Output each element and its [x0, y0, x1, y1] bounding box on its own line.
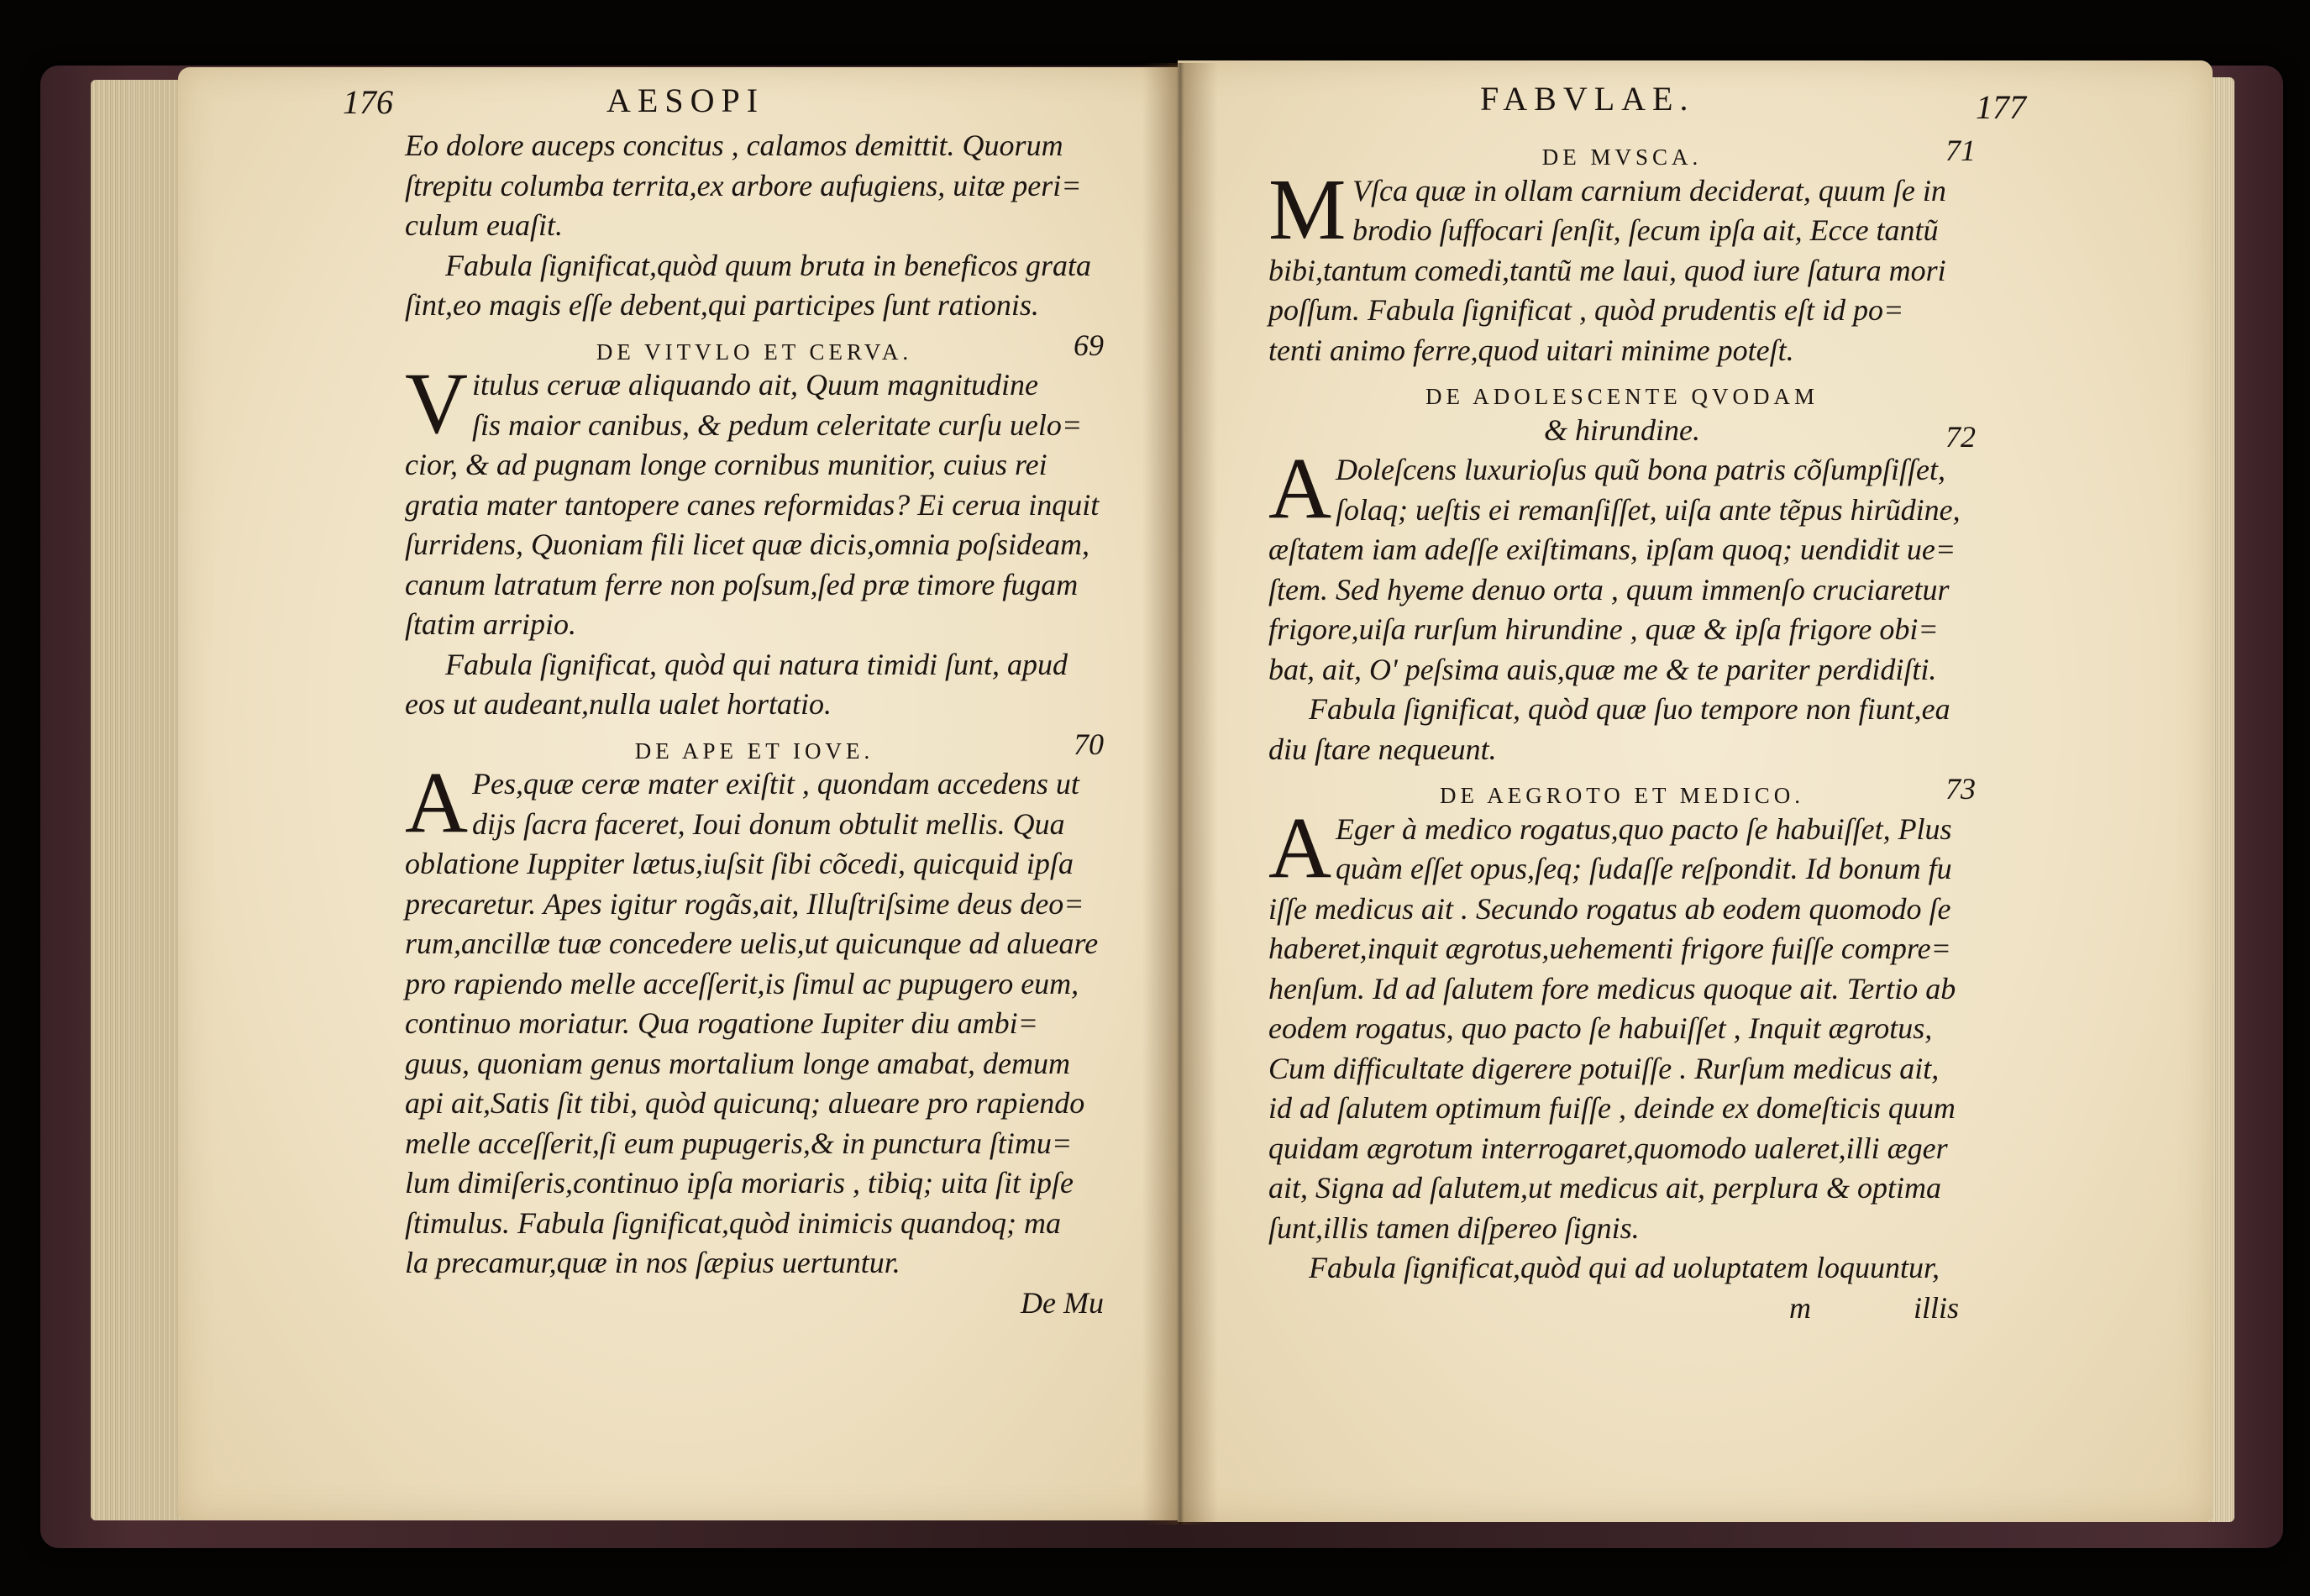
text-line: ſtatim arripio. [405, 607, 577, 641]
moral-line: Fabula ſignificat, quòd qui natura timidi ſunt, apud [445, 647, 1068, 681]
text-line: eodem rogatus, quo pacto ſe habuiſſet , Inquit ægrotus, [1268, 1011, 1933, 1045]
left-page-text [405, 126, 1104, 1323]
text-line: continuo moriatur. Qua rogatione Iupiter diu ambi= [405, 1006, 1038, 1040]
fable-title: DE AEGROTO ET MEDICO. [1440, 783, 1804, 808]
fable-number: 72 [1945, 419, 1976, 454]
text-line: poſſum. Fabula ſignificat , quòd prudentis eſt id po= [1268, 293, 1904, 327]
text-line: ſolaq; ueſtis ei remanſiſſet, uiſa ante tẽpus hirũdine, [1336, 492, 1961, 527]
text-line: oblatione Iuppiter lætus,iuſsit ſibi cõcedi, quicquid ipſa [405, 847, 1074, 880]
text-line: lum dimiſeris,continuo ipſa moriaris , tibiq; uita ſit ipſe [405, 1166, 1074, 1200]
fable-subtitle: & hirundine. [1544, 412, 1700, 447]
fable-title: DE VITVLO ET CERVA. [596, 339, 913, 365]
text-line: ſtimulus. Fabula ſignificat,quòd inimicis quandoq; ma [405, 1205, 1061, 1240]
text-line: la precamur,quæ in nos ſæpius uertuntur. [405, 1246, 900, 1279]
fable-body [405, 355, 1104, 725]
text-line: canum latratum ferre non poſsum,ſed præ timore fugam [405, 567, 1079, 601]
text-line: ſtem. Sed hyeme denuo orta , quum immenſo cruciaretur [1268, 572, 1950, 606]
text-line: quidam ægrotum interrogaret,quomodo ualeret,illi æger [1268, 1131, 1948, 1165]
drop-cap: A [1268, 440, 1332, 537]
text-line: Eger à medico rogatus,quo pacto ſe habuiſſet, Plus [1336, 811, 1952, 846]
text-line: frigore,uiſa rurſum hirundine , quæ & ipſa frigore obi= [1268, 612, 1939, 646]
catchword: De Mu [1021, 1285, 1104, 1320]
moral-line: Fabula ſignificat, quòd quæ ſuo tempore non fiunt,ea [1309, 692, 1950, 726]
moral-line: ſint,eo magis eſſe debent,qui participes ſunt rationis. [405, 288, 1039, 322]
text-line: bat, ait, O' peſsima auis,quæ me & te pariter perdidiſti. [1268, 652, 1937, 686]
text-line: melle acceſſerit,ſi eum pupugeris,& in punctura ſtimu= [405, 1126, 1073, 1160]
text-line: id ad ſalutem optimum fuiſſe , deinde ex domeſticis quum [1268, 1091, 1956, 1125]
fable-title: DE MVSCA. [1541, 144, 1703, 170]
page-footer [1268, 1289, 1976, 1329]
text-line: itulus ceruæ aliquando ait, Quum magnitudine [472, 368, 1038, 402]
drop-cap: A [1268, 799, 1332, 896]
fable-subtitle-row [1268, 411, 1976, 454]
page-edges-left [91, 80, 192, 1520]
fable-title: DE APE ET IOVE. [634, 738, 874, 764]
text-line: brodio ſuffocari ſenſit, ſecum ipſa ait, Ecce tantũ [1352, 213, 1939, 247]
signature-mark: m [1789, 1290, 1811, 1325]
text-line: ſtrepitu columba territa,ex arbore aufugiens, uitæ peri= [405, 168, 1082, 202]
right-page-text [1268, 134, 1976, 1328]
text-line: haberet,inquit ægrotus,uehementi frigore fuiſſe compre= [1268, 932, 1951, 965]
fable-title: DE ADOLESCENTE QVODAM [1425, 384, 1819, 409]
text-line: api ait,Satis ſit tibi, quòd quicunq; alueare pro rapiendo [405, 1086, 1085, 1120]
text-line: ſurridens, Quoniam fili licet quæ dicis,omnia poſsideam, [405, 528, 1089, 561]
text-line: cior, & ad pugnam longe cornibus munitior, cuius rei [405, 448, 1047, 481]
moral-line: Fabula ſignificat,quòd quum bruta in beneficos grata [445, 248, 1091, 282]
fable-heading [1268, 370, 1976, 411]
moral-line: Fabula ſignificat,quòd qui ad uoluptatem loquuntur, [1309, 1251, 1940, 1284]
text-line: gratia mater tantopere canes reformidas? Ei cerua inquit [405, 487, 1100, 522]
text-line: quàm eſſet opus,ſeq; ſudaſſe reſpondit. Id bonum fu [1336, 852, 1952, 885]
text-line: ait, Signa ad ſalutem,ut medicus ait, perplura & optima [1268, 1171, 1941, 1205]
fable-heading [405, 725, 1104, 765]
fable-number: 69 [1074, 328, 1104, 362]
fable-number: 73 [1945, 772, 1976, 806]
gutter-shadow [1142, 63, 1218, 1525]
fable-body [405, 754, 1104, 1284]
text-line: Pes,quæ ceræ mater exiſtit , quondam accedens ut [472, 767, 1079, 801]
drop-cap: M [1268, 160, 1347, 258]
text-line: pro rapiendo melle acceſſerit,is ſimul ac pupugero eum, [405, 966, 1079, 1000]
moral-line: eos ut audeant,nulla ualet hortatio. [405, 687, 832, 721]
text-line: precaretur. Apes igitur rogãs,ait, Illuſtriſsime deus deo= [405, 886, 1084, 921]
text-line: ſunt,illis tamen diſpereo ſignis. [1268, 1210, 1640, 1245]
left-page-number: 176 [343, 83, 393, 121]
text-line: Vſca quæ in ollam carnium deciderat, quum ſe in [1352, 173, 1946, 207]
fable-heading [1268, 769, 1976, 810]
text-line: iſſe medicus ait . Secundo rogatus ab eodem quomodo ſe [1268, 891, 1951, 926]
right-running-head: FABVLAE. [1480, 80, 1695, 118]
text-line: Eo dolore auceps concitus , calamos demittit. Quorum [405, 129, 1063, 162]
text-line: culum euaſit. [405, 208, 563, 242]
fable-body [1268, 160, 1976, 371]
text-line: tenti animo ferre,quod uitari minime poteſt. [1268, 333, 1794, 367]
fable-body [1268, 799, 1976, 1289]
text-line: ſis maior canibus, & pedum celeritate curſu uelo= [472, 407, 1083, 442]
catchword: illis [1913, 1290, 1959, 1325]
fable-number: 71 [1945, 134, 1976, 167]
text-line: henſum. Id ad ſalutem fore medicus quoque ait. Tertio ab [1268, 971, 1956, 1005]
moral-line: diu ſtare nequeunt. [1268, 732, 1497, 766]
text-line: æſtatem iam adeſſe exiſtimans, ipſam quoq; uendidit ue= [1268, 533, 1956, 566]
drop-cap: V [405, 355, 469, 452]
fable-body [1268, 440, 1976, 769]
text-line: Cum difficultate digerere potuiſſe . Rurſum medicus ait, [1268, 1051, 1940, 1085]
fable-heading [1268, 131, 1976, 171]
text-line: dijs ſacra faceret, Ioui donum obtulit mellis. Qua [472, 806, 1065, 841]
text-line: rum,ancillæ tuæ concedere uelis,ut quicunque ad alueare [405, 927, 1099, 960]
text-line: guus, quoniam genus mortalium longe amabat, demum [405, 1046, 1070, 1080]
left-running-head: AESOPI [606, 81, 765, 119]
drop-cap: A [405, 754, 469, 851]
fable-number: 70 [1074, 727, 1104, 761]
text-line: bibi,tantum comedi,tantũ me laui, quod iure ſatura mori [1268, 253, 1946, 287]
fable-heading [405, 326, 1104, 366]
right-page-number: 177 [1976, 88, 2026, 126]
text-line: Doleſcens luxurioſus quũ bona patris cõſumpſiſſet, [1336, 453, 1945, 486]
